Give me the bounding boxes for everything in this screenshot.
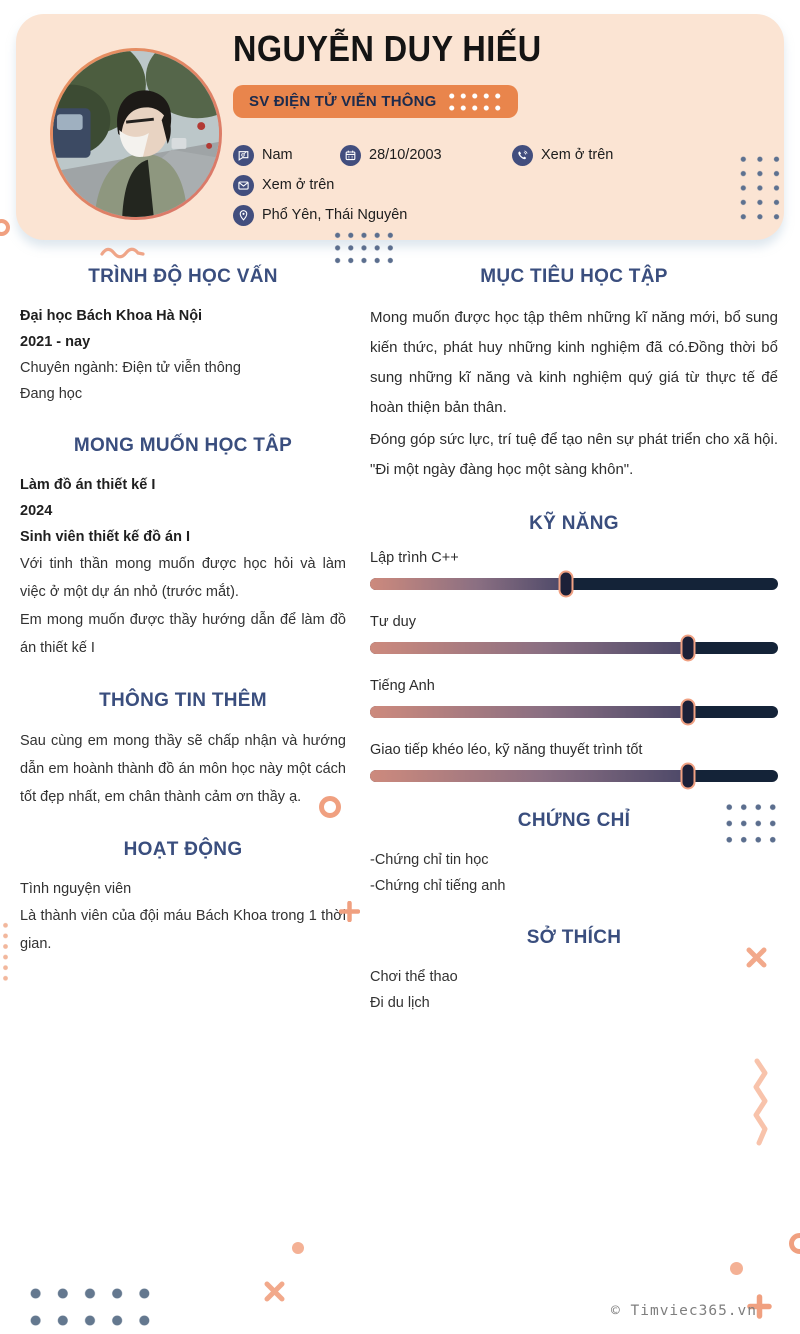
study-wish-project: Làm đồ án thiết kế I	[20, 477, 156, 493]
certificate-line-2: -Chứng chỉ tiếng anh	[370, 878, 506, 894]
badge-dots-decoration	[446, 90, 502, 114]
mail-icon	[233, 175, 254, 196]
x-icon-right	[745, 946, 768, 969]
squiggle-icon	[100, 245, 146, 259]
skill-item	[370, 550, 778, 590]
contact-email	[233, 175, 334, 196]
contact-gender	[233, 145, 340, 166]
skill-slider-thumb[interactable]	[681, 763, 696, 790]
header-dots-decoration	[735, 152, 785, 224]
location-pin-icon	[233, 205, 254, 226]
phone-icon	[512, 145, 533, 166]
x-icon-bottom	[262, 1279, 287, 1304]
education-status: Đang học	[20, 386, 83, 402]
section-title-education: TRÌNH ĐỘ HỌC VẤN	[88, 266, 278, 287]
education-major: Chuyên ngành: Điện tử viễn thông	[20, 360, 241, 376]
section-title-additional-info: THÔNG TIN THÊM	[99, 690, 267, 711]
hobby-line-2: Đi du lịch	[370, 995, 430, 1011]
profile-photo-frame	[50, 48, 222, 220]
skills-list	[370, 550, 778, 782]
skill-slider-thumb[interactable]	[558, 571, 573, 598]
skill-slider-track	[370, 578, 778, 590]
section-title-skills: KỸ NĂNG	[529, 513, 619, 534]
contact-info	[233, 140, 753, 230]
objective-paragraph-1: Mong muốn được học tập thêm những kĩ năng mới, bổ sung kiến thức, phát huy những kinh nghiệm đã có.Đồng thời bổ sung những kĩ năng và kinh nghiệm quý giá từ thực tế để hoàn thiện bản thân.	[370, 309, 778, 416]
skill-label: Lập trình C++	[370, 550, 459, 566]
skill-slider-track	[370, 770, 778, 782]
skill-label: Giao tiếp khéo léo, kỹ năng thuyết trình tốt	[370, 742, 643, 758]
study-wish-role: Sinh viên thiết kế đồ án I	[20, 529, 190, 545]
section-title-activities: HOẠT ĐỘNG	[123, 839, 243, 860]
hobby-line-1: Chơi thể thao	[370, 969, 458, 985]
dots-grid-bottom-left	[22, 1280, 158, 1334]
watermark: © Timviec365.vn	[611, 1303, 757, 1319]
section-title-study-wish: MONG MUỐN HỌC TÂP	[73, 435, 293, 456]
address-value: Phổ Yên, Thái Nguyên	[262, 207, 408, 223]
study-wish-year: 2024	[20, 503, 53, 519]
skill-slider-fill	[370, 578, 566, 590]
profile-photo-illustration	[53, 51, 219, 217]
education-period: 2021 - nay	[20, 334, 91, 350]
email-value: Xem ở trên	[262, 177, 335, 193]
contact-phone	[512, 145, 613, 166]
zigzag-icon-right	[752, 1058, 770, 1146]
objective-paragraph-2: Đóng góp sức lực, trí tuệ để tạo nên sự phát triển cho xã hội. "Đi một ngày đàng học một sàng khôn".	[370, 431, 778, 478]
skill-slider-fill	[370, 770, 688, 782]
activity-line-2: Là thành viên của đội máu Bách Khoa trong 1 thời gian.	[20, 908, 346, 952]
skill-slider-thumb[interactable]	[681, 699, 696, 726]
education-school: Đại học Bách Khoa Hà Nội	[20, 308, 203, 324]
skill-slider-track	[370, 642, 778, 654]
study-wish-paragraph-2: Em mong muốn được thầy hướng dẫn để làm đồ án thiết kế I	[20, 612, 346, 656]
header-card	[16, 14, 784, 240]
section-title-hobbies: SỞ THÍCH	[526, 927, 622, 948]
skill-slider-track	[370, 706, 778, 718]
ring-icon-left-edge	[0, 219, 10, 236]
contact-address	[233, 205, 407, 226]
full-name: NGUYỄN DUY HIẾU	[233, 28, 542, 69]
skill-slider-fill	[370, 642, 688, 654]
gender-value: Nam	[262, 147, 293, 163]
activity-line-1: Tình nguyện viên	[20, 881, 132, 897]
skill-label: Tiếng Anh	[370, 678, 435, 694]
certificate-line-1: -Chứng chỉ tin học	[370, 852, 489, 868]
job-title-badge	[233, 85, 518, 118]
skill-item	[370, 614, 778, 654]
contact-dob	[340, 145, 512, 166]
skill-item	[370, 742, 778, 782]
dots-grid-right	[722, 799, 780, 848]
gender-icon	[233, 145, 254, 166]
section-title-objective: MỤC TIÊU HỌC TẬP	[480, 266, 668, 287]
calendar-icon	[340, 145, 361, 166]
left-column	[20, 260, 346, 958]
study-wish-paragraph-1: Với tinh thần mong muốn được học hỏi và làm việc ở một dự án nhỏ (trước mắt).	[20, 556, 346, 600]
section-title-certificates: CHỨNG CHỈ	[517, 810, 631, 831]
dob-value: 28/10/2003	[369, 147, 442, 163]
skill-slider-thumb[interactable]	[681, 635, 696, 662]
skill-item	[370, 678, 778, 718]
skill-label: Tư duy	[370, 614, 416, 630]
phone-value: Xem ở trên	[541, 147, 614, 163]
dots-column-left-edge	[1, 920, 10, 984]
job-title-label: SV ĐIỆN TỬ VIỄN THÔNG	[249, 93, 437, 110]
additional-info-paragraph: Sau cùng em mong thầy sẽ chấp nhận và hướng dẫn em hoành thành đồ án môn học này một cách tốt đẹp nhất, em chân thành cảm ơn thầy ạ.	[20, 733, 346, 805]
dots-grid-below-header	[331, 229, 397, 267]
ring-icon-bottom-right	[789, 1233, 800, 1254]
ring-icon-middle	[319, 796, 341, 818]
skill-slider-fill	[370, 706, 688, 718]
dot-icon-bottom-center	[292, 1242, 304, 1254]
profile-photo	[53, 51, 219, 217]
right-column	[370, 260, 778, 1016]
dot-icon-bottom-right	[730, 1262, 743, 1275]
plus-icon-left	[339, 901, 360, 922]
